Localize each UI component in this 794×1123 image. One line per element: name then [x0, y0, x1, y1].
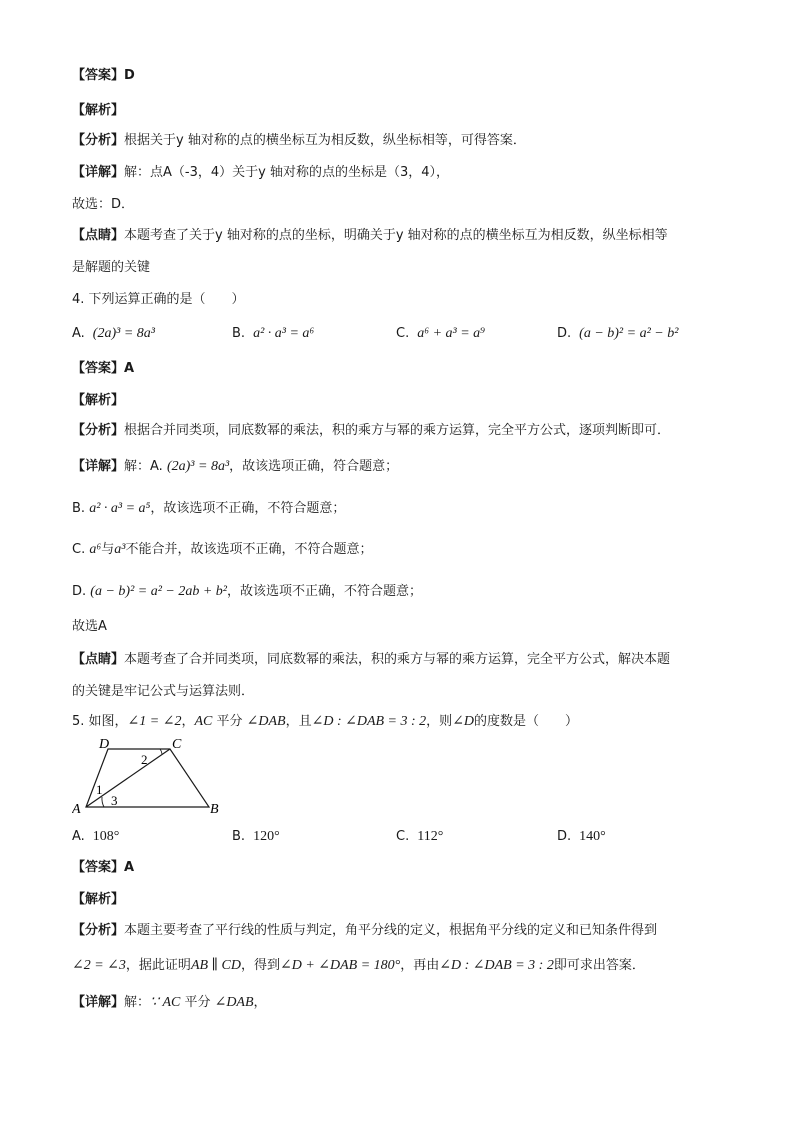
q4-jiexi-tag: 【解析】 — [72, 393, 125, 408]
q4-option-a — [72, 324, 155, 344]
q5-stem-3: 平分 — [212, 714, 247, 729]
q3-dianjing-line2 — [72, 258, 150, 278]
q5-stem-m3: ∠DAB — [246, 714, 286, 729]
vertex-a-label: A — [72, 802, 81, 817]
q3-dianjing-text1: 本题考查了关于y 轴对称的点的坐标，明确关于y 轴对称的点的横坐标互为相反数，纵坐标相等 — [124, 228, 668, 243]
q5-jiexi-tag: 【解析】 — [72, 892, 125, 907]
q4-jiexi — [72, 390, 124, 411]
q5-stem-4: ，且 — [285, 714, 312, 729]
q5-fenxi-2f: ，再由 — [400, 958, 440, 973]
q4-xiangjie-d-post: ，故该选项不正确，不符合题意； — [227, 584, 423, 599]
q4-dianjing-tag: 【点睛】 — [72, 652, 125, 667]
q4-xiangjie-b-expr: a² · a³ = a⁵ — [89, 501, 151, 516]
vertex-d-label: D — [99, 737, 110, 752]
q4-option-c-label: C. — [396, 326, 410, 341]
q5-xiangjie-1d: ∠DAB — [214, 995, 254, 1010]
q4-stem-text: 4. 下列运算正确的是（ ） — [72, 292, 245, 307]
q3-answer — [72, 66, 135, 86]
q4-answer — [72, 359, 134, 379]
q4-answer-text: 【答案】A — [72, 361, 135, 376]
q4-option-b-label: B. — [232, 326, 246, 341]
q3-jiexi — [72, 100, 124, 121]
q5-option-d-expr: 140° — [579, 829, 606, 844]
q3-guxuan — [72, 195, 134, 215]
q4-xiangjie-b-pre: B. — [72, 501, 86, 516]
q4-fenxi — [72, 421, 670, 441]
q4-dianjing-line1 — [72, 650, 670, 670]
q4-xiangjie-a-pre: 解：A. — [124, 459, 163, 474]
q3-dianjing-tag: 【点睛】 — [72, 228, 125, 243]
q5-option-a-label: A. — [72, 829, 85, 844]
q5-fenxi-2d: ，得到 — [240, 958, 280, 973]
q5-stem-m1: ∠1 = ∠2 — [127, 714, 182, 729]
q4-xiangjie-d — [72, 582, 422, 602]
q5-stem-2: ， — [181, 714, 195, 729]
q5-fenxi-2e: ∠D + ∠DAB = 180° — [279, 958, 401, 973]
q5-answer — [72, 858, 134, 878]
q3-dianjing-text2: 是解题的关键 — [72, 260, 151, 275]
q4-option-c — [396, 324, 485, 344]
trapezoid-abcd — [86, 749, 209, 807]
q4-xiangjie-b — [72, 499, 345, 519]
q5-option-c — [396, 827, 443, 847]
q5-option-a — [72, 827, 119, 847]
q4-option-c-expr: a⁶ + a³ = a⁹ — [417, 326, 486, 341]
q5-xiangjie-1a: 解： — [124, 995, 151, 1010]
q4-dianjing-text1: 本题考查了合并同类项，同底数幂的乘法，积的乘方与幂的乘方运算，完全平方公式，解决本题 — [124, 652, 671, 667]
q4-dianjing-text2: 的关键是牢记公式与运算法则． — [72, 684, 255, 699]
q5-option-d-label: D. — [557, 829, 572, 844]
q5-fenxi-tag: 【分析】 — [72, 923, 125, 938]
q4-xiangjie-c-pre: C. — [72, 542, 86, 557]
q4-option-a-label: A. — [72, 326, 85, 341]
q4-stem — [72, 290, 245, 310]
q4-guxuan — [72, 617, 107, 637]
q4-guxuan-text: 故选A — [72, 619, 107, 634]
q4-option-b-expr: a² · a³ = a⁶ — [253, 326, 315, 341]
q4-xiangjie-c-post: 不能合并，故该选项不正确，不符合题意； — [125, 542, 373, 557]
diagonal-ac — [86, 749, 170, 807]
q4-fenxi-text: 根据合并同类项，同底数幂的乘法，积的乘方与幂的乘方运算，完全平方公式，逐项判断即可． — [124, 423, 671, 438]
trapezoid-figure — [72, 737, 232, 817]
q4-xiangjie-a — [72, 457, 398, 477]
q5-fenxi-2c: AB ∥ CD — [190, 958, 241, 973]
angle-arc-c — [160, 749, 162, 754]
q3-jiexi-tag: 【解析】 — [72, 103, 125, 118]
q5-option-a-expr: 108° — [92, 829, 120, 844]
q5-option-d — [557, 827, 606, 847]
angle-2-label: 2 — [141, 752, 148, 767]
q5-fenxi-line1 — [72, 921, 657, 941]
q4-xiangjie-a-post: ，故该选项正确，符合题意； — [229, 459, 399, 474]
angle-arc-a — [102, 797, 104, 807]
q4-xiangjie-d-pre: D. — [72, 584, 87, 599]
q5-fenxi-2b: ，据此证明 — [125, 958, 191, 973]
q5-stem-m4: ∠D : ∠DAB = 3 : 2 — [311, 714, 427, 729]
q4-xiangjie-c-expr2: a³ — [114, 542, 126, 557]
q3-fenxi-text: 根据关于y 轴对称的点的横坐标互为相反数，纵坐标相等，可得答案． — [124, 133, 526, 148]
q5-stem-6: 的度数是（ ） — [474, 714, 579, 729]
q3-xiangjie-text: 解：点A（-3，4）关于y 轴对称的点的坐标是（3，4）， — [124, 165, 450, 180]
q4-fenxi-tag: 【分析】 — [72, 423, 125, 438]
q5-xiangjie-1e: ， — [253, 995, 267, 1010]
q5-option-b — [232, 827, 280, 847]
q3-dianjing-line1 — [72, 226, 668, 246]
angle-3-label: 3 — [111, 793, 118, 808]
q5-xiangjie-1c: 平分 — [180, 995, 215, 1010]
q3-xiangjie-tag: 【详解】 — [72, 165, 125, 180]
q4-xiangjie-c — [72, 540, 372, 560]
q5-option-c-expr: 112° — [417, 829, 444, 844]
q5-stem — [72, 712, 578, 732]
q4-xiangjie-c-expr1: a⁶ — [89, 542, 102, 557]
q5-xiangjie-tag: 【详解】 — [72, 995, 125, 1010]
q5-stem-m5: ∠D — [452, 714, 475, 729]
q4-option-d-expr: (a − b)² = a² − b² — [579, 326, 679, 341]
q3-xiangjie — [72, 163, 449, 183]
q4-option-a-expr: (2a)³ = 8a³ — [92, 326, 155, 341]
q3-fenxi-tag: 【分析】 — [72, 133, 125, 148]
q5-stem-1: 5. 如图， — [72, 714, 128, 729]
q5-option-b-label: B. — [232, 829, 246, 844]
q5-option-c-label: C. — [396, 829, 410, 844]
q4-dianjing-line2 — [72, 682, 254, 702]
q4-xiangjie-c-mid: 与 — [101, 542, 115, 557]
vertex-c-label: C — [172, 737, 182, 752]
q5-answer-text: 【答案】A — [72, 860, 135, 875]
q5-fenxi-text1: 本题主要考查了平行线的性质与判定，角平分线的定义，根据角平分线的定义和已知条件得到 — [124, 923, 658, 938]
q5-stem-5: ，则 — [426, 714, 453, 729]
q4-option-d — [557, 324, 678, 344]
q3-answer-text: 【答案】D — [72, 68, 135, 83]
q4-xiangjie-tag: 【详解】 — [72, 459, 125, 474]
q5-fenxi-line2 — [72, 956, 645, 976]
q5-option-b-expr: 120° — [253, 829, 280, 844]
q5-xiangjie-1b: ∵ AC — [150, 995, 181, 1010]
q4-xiangjie-d-expr: (a − b)² = a² − 2ab + b² — [90, 584, 228, 599]
q5-fenxi-2a: ∠2 = ∠3 — [72, 958, 126, 973]
q5-xiangjie — [72, 993, 267, 1013]
q4-option-b — [232, 324, 314, 344]
q3-fenxi — [72, 131, 526, 151]
q4-option-d-label: D. — [557, 326, 572, 341]
vertex-b-label: B — [210, 802, 219, 817]
q5-jiexi — [72, 889, 124, 910]
q5-stem-m2: AC — [194, 714, 213, 729]
q4-xiangjie-a-expr: (2a)³ = 8a³ — [166, 459, 230, 474]
angle-1-label: 1 — [96, 782, 103, 797]
q3-guxuan-text: 故选：D． — [72, 197, 135, 212]
q4-xiangjie-b-post: ，故该选项不正确，不符合题意； — [150, 501, 346, 516]
q5-fenxi-2g: ∠D : ∠DAB = 3 : 2 — [439, 958, 554, 973]
q5-fenxi-2h: 即可求出答案． — [553, 958, 645, 973]
